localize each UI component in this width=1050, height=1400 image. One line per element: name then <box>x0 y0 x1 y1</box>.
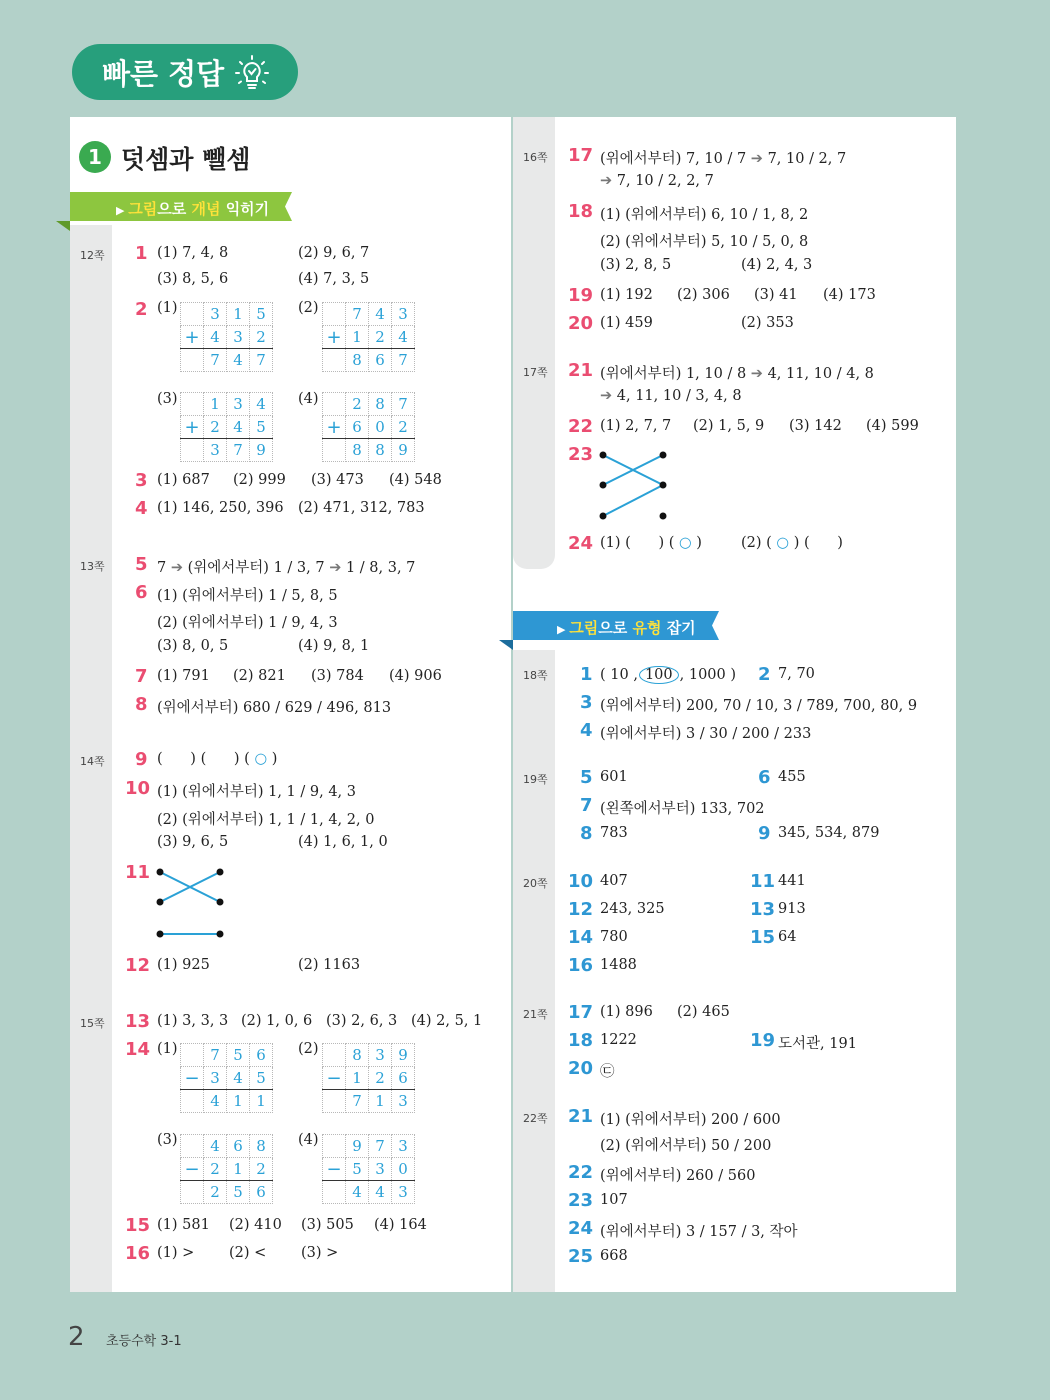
grid-cell: 1 <box>369 1090 392 1113</box>
sub-label: (1) <box>157 1041 178 1057</box>
answer: (1) > <box>157 1245 195 1261</box>
grid-cell: 3 <box>369 1044 392 1067</box>
q-number: 20 <box>568 313 594 334</box>
arrow-right-icon: ➔ <box>750 151 763 167</box>
answer: (4) 2, 5, 1 <box>411 1013 483 1029</box>
grid-cell: 5 <box>227 1181 250 1204</box>
grid-cell <box>181 439 204 462</box>
answer: ( 10 , 100 , 1000 ) <box>600 667 737 683</box>
answer: (2) 1163 <box>298 957 361 973</box>
answer: (3) 473 <box>311 472 364 488</box>
calc-grid <box>322 1043 415 1113</box>
answer: (3) 2, 6, 3 <box>326 1013 398 1029</box>
grid-cell: 3 <box>204 439 227 462</box>
sub-label: (2) <box>298 1041 319 1057</box>
answer: ㉢ <box>600 1064 615 1080</box>
grid-cell: − <box>181 1158 204 1181</box>
circle-mark: ○ <box>679 535 692 551</box>
answer: (왼쪽에서부터) 133, 702 <box>600 801 765 817</box>
answer: 601 <box>600 769 628 785</box>
grid-cell: 7 <box>392 393 415 416</box>
grid-cell: 9 <box>250 439 273 462</box>
answer: (4) 548 <box>389 472 442 488</box>
q-number: 4 <box>580 720 593 741</box>
grid-cell: − <box>323 1067 346 1090</box>
q-number: 4 <box>135 498 148 519</box>
answer: 64 <box>778 929 797 945</box>
grid-cell: 8 <box>250 1135 273 1158</box>
arrow-right-icon: ➔ <box>600 173 613 189</box>
grid-cell: − <box>323 1158 346 1181</box>
answer: (4) 173 <box>823 287 876 303</box>
grid-cell: 0 <box>392 1158 415 1181</box>
q-number: 5 <box>135 554 148 575</box>
grid-cell: 5 <box>250 416 273 439</box>
q-number: 13 <box>750 899 776 920</box>
answer: (1) 687 <box>157 472 210 488</box>
chapter-number: 1 <box>79 141 111 173</box>
grid-cell <box>181 349 204 372</box>
grid-cell: 2 <box>392 416 415 439</box>
q-number: 17 <box>568 1002 594 1023</box>
grid-cell: 4 <box>204 1090 227 1113</box>
answer: (위에서부터) 260 / 560 <box>600 1168 756 1184</box>
answer: (4) 906 <box>389 668 442 684</box>
grid-cell <box>181 303 204 326</box>
q-number: 18 <box>568 201 594 222</box>
sub-label: (4) <box>298 391 319 407</box>
grid-cell: 7 <box>227 439 250 462</box>
q-number: 21 <box>568 360 594 381</box>
grid-cell: 3 <box>227 326 250 349</box>
grid-cell: 7 <box>250 349 273 372</box>
calc-grid <box>180 302 273 372</box>
q-number: 23 <box>568 444 594 465</box>
answer: (위에서부터) 1, 10 / 8 ➔ 4, 11, 10 / 4, 8 <box>600 366 874 382</box>
q-number: 16 <box>568 955 594 976</box>
page-label: 21쪽 <box>523 1008 548 1021</box>
grid-cell: 2 <box>369 1067 392 1090</box>
answer: (3) 41 <box>754 287 798 303</box>
grid-cell: 2 <box>250 1158 273 1181</box>
lightbulb-icon <box>232 54 272 94</box>
page-label: 15쪽 <box>80 1017 105 1030</box>
page-label: 16쪽 <box>523 151 548 164</box>
q-number: 23 <box>568 1190 594 1211</box>
sub-label: (3) <box>157 1132 178 1148</box>
ribbon-type: ▶ 그림으로 유형 잡기 <box>557 619 696 637</box>
q-number: 19 <box>568 285 594 306</box>
q-number: 2 <box>758 664 771 685</box>
grid-cell: 4 <box>250 393 273 416</box>
q-number: 20 <box>568 1058 594 1079</box>
grid-cell: 7 <box>392 349 415 372</box>
grid-cell: 3 <box>392 1090 415 1113</box>
q-number: 8 <box>135 694 148 715</box>
page-label: 13쪽 <box>80 560 105 573</box>
grid-cell: 1 <box>227 1090 250 1113</box>
grid-cell: 6 <box>250 1181 273 1204</box>
q-number: 6 <box>135 582 148 603</box>
answer: 1222 <box>600 1032 637 1048</box>
grid-cell: 1 <box>346 1067 369 1090</box>
grid-cell: 4 <box>204 326 227 349</box>
arrow-right-icon: ➔ <box>329 560 342 576</box>
grid-cell: 8 <box>346 439 369 462</box>
answer: (1) ( ) ( ○ ) <box>600 535 702 551</box>
grid-cell <box>323 1090 346 1113</box>
q-number: 24 <box>568 533 594 554</box>
answer: 455 <box>778 769 806 785</box>
circled-answer: 100 <box>639 666 679 684</box>
q-number: 21 <box>568 1106 594 1127</box>
q-number: 19 <box>750 1030 776 1051</box>
grid-cell: 7 <box>346 1090 369 1113</box>
grid-cell: 7 <box>204 1044 227 1067</box>
answer: (2) 999 <box>233 472 286 488</box>
grid-cell: 7 <box>204 349 227 372</box>
q-number: 24 <box>568 1218 594 1239</box>
answer: 913 <box>778 901 806 917</box>
arrow-right-icon: ➔ <box>600 388 613 404</box>
answer: (위에서부터) 3 / 30 / 200 / 233 <box>600 726 812 742</box>
grid-cell: 1 <box>250 1090 273 1113</box>
answer-header <box>72 44 298 100</box>
q-number: 25 <box>568 1246 594 1267</box>
answer: (2) 9, 6, 7 <box>298 245 370 261</box>
answer: 407 <box>600 873 628 889</box>
answer: (1) 925 <box>157 957 210 973</box>
grid-cell: − <box>181 1067 204 1090</box>
play-icon: ▶ <box>116 204 129 217</box>
circle-mark: ○ <box>254 751 268 767</box>
grid-cell: 8 <box>369 393 392 416</box>
matching-diagram <box>598 450 670 522</box>
grid-cell: 9 <box>392 1044 415 1067</box>
grid-cell: + <box>181 416 204 439</box>
calc-grid <box>180 1134 273 1204</box>
grid-cell: 2 <box>250 326 273 349</box>
grid-cell <box>181 1135 204 1158</box>
answer: 7, 70 <box>778 666 815 682</box>
grid-cell <box>181 393 204 416</box>
q-number: 2 <box>135 299 148 320</box>
q-number: 15 <box>750 927 776 948</box>
grid-cell: 3 <box>204 303 227 326</box>
q-number: 10 <box>568 871 594 892</box>
q-number: 7 <box>580 795 593 816</box>
grid-cell: 2 <box>369 326 392 349</box>
answer: (2) ( ○ ) ( ) <box>741 535 843 551</box>
answer: (3) 8, 5, 6 <box>157 271 229 287</box>
grid-cell: 1 <box>346 326 369 349</box>
grid-cell <box>323 1044 346 1067</box>
q-number: 1 <box>580 664 593 685</box>
grid-cell: 6 <box>227 1135 250 1158</box>
q-number: 15 <box>125 1215 151 1236</box>
answer: (위에서부터) 680 / 629 / 496, 813 <box>157 700 392 716</box>
answer: 441 <box>778 873 806 889</box>
answer: (1) 192 <box>600 287 653 303</box>
q-number: 7 <box>135 666 148 687</box>
grid-cell: 4 <box>227 1067 250 1090</box>
grid-cell: 4 <box>346 1181 369 1204</box>
answer: (2) 1, 5, 9 <box>693 418 765 434</box>
page-label: 19쪽 <box>523 773 548 786</box>
grid-cell: 1 <box>227 1158 250 1181</box>
answer: (2) 1, 0, 6 <box>241 1013 313 1029</box>
q-number: 11 <box>125 862 151 883</box>
q-number: 11 <box>750 871 776 892</box>
chapter-title: 덧셈과 뺄셈 <box>121 145 251 174</box>
grid-cell: 5 <box>250 1067 273 1090</box>
answer: (1) 581 <box>157 1217 210 1233</box>
answer: (2) 471, 312, 783 <box>298 500 425 516</box>
q-number: 5 <box>580 767 593 788</box>
q-number: 14 <box>125 1039 151 1060</box>
grid-cell: 3 <box>392 1181 415 1204</box>
ribbon-concept: ▶ 그림으로 개념 익히기 <box>116 200 270 218</box>
answer: (2) (위에서부터) 5, 10 / 5, 0, 8 <box>600 234 809 250</box>
answer: 243, 325 <box>600 901 665 917</box>
right-gutter-bottom <box>513 650 555 1292</box>
q-number: 22 <box>568 1162 594 1183</box>
answer: (1) 791 <box>157 668 210 684</box>
page-number: 2 <box>68 1322 85 1352</box>
grid-cell <box>323 349 346 372</box>
grid-cell: 2 <box>204 416 227 439</box>
calc-grid <box>180 392 273 462</box>
grid-cell: 4 <box>369 1181 392 1204</box>
grid-cell: 4 <box>227 349 250 372</box>
answer: (2) 465 <box>677 1004 730 1020</box>
answer: (2) 306 <box>677 287 730 303</box>
answer: (3) 2, 8, 5 <box>600 257 672 273</box>
q-number: 3 <box>135 470 148 491</box>
answer: 107 <box>600 1192 628 1208</box>
answer: (1) (위에서부터) 1 / 5, 8, 5 <box>157 588 338 604</box>
q-number: 22 <box>568 416 594 437</box>
header-title: 빠른 정답 <box>102 57 225 91</box>
q-number: 18 <box>568 1030 594 1051</box>
grid-cell: 4 <box>204 1135 227 1158</box>
grid-cell <box>181 1090 204 1113</box>
right-gutter-top <box>513 117 555 569</box>
answer: (1) (위에서부터) 6, 10 / 1, 8, 2 <box>600 207 809 223</box>
grid-cell <box>323 393 346 416</box>
answer: 345, 534, 879 <box>778 825 880 841</box>
answer: (3) > <box>301 1245 339 1261</box>
calc-grid <box>322 1134 415 1204</box>
grid-cell <box>323 1181 346 1204</box>
answer: (1) 146, 250, 396 <box>157 500 284 516</box>
sub-label: (2) <box>298 300 319 316</box>
grid-cell: 1 <box>204 393 227 416</box>
page-label: 14쪽 <box>80 755 105 768</box>
calc-grid <box>180 1043 273 1113</box>
q-number: 10 <box>125 778 151 799</box>
answer: 783 <box>600 825 628 841</box>
answer: (2) (위에서부터) 1 / 9, 4, 3 <box>157 615 338 631</box>
sub-label: (3) <box>157 391 178 407</box>
answer: (1) 7, 4, 8 <box>157 245 229 261</box>
grid-cell: 3 <box>369 1158 392 1181</box>
q-number: 13 <box>125 1011 151 1032</box>
answer: (4) 9, 8, 1 <box>298 638 370 654</box>
answer: (1) 896 <box>600 1004 653 1020</box>
answer: (4) 7, 3, 5 <box>298 271 370 287</box>
grid-cell: 6 <box>369 349 392 372</box>
grid-cell <box>323 1135 346 1158</box>
answer: 도서관, 191 <box>778 1036 857 1052</box>
grid-cell: 8 <box>369 439 392 462</box>
q-number: 9 <box>135 749 148 770</box>
grid-cell: 2 <box>204 1158 227 1181</box>
answer: 7 ➔ (위에서부터) 1 / 3, 7 ➔ 1 / 8, 3, 7 <box>157 560 416 576</box>
grid-cell: 5 <box>346 1158 369 1181</box>
grid-cell: 5 <box>227 1044 250 1067</box>
q-number: 17 <box>568 145 594 166</box>
q-number: 9 <box>758 823 771 844</box>
grid-cell: 9 <box>346 1135 369 1158</box>
answer: (4) 2, 4, 3 <box>741 257 813 273</box>
answer: (2) < <box>229 1245 267 1261</box>
grid-cell: 6 <box>250 1044 273 1067</box>
answer: (4) 1, 6, 1, 0 <box>298 834 388 850</box>
page-label: 12쪽 <box>80 249 105 262</box>
sub-label: (4) <box>298 1132 319 1148</box>
grid-cell: 3 <box>392 1135 415 1158</box>
answer: (3) 142 <box>789 418 842 434</box>
sub-label: (1) <box>157 300 178 316</box>
answer: (4) 164 <box>374 1217 427 1233</box>
grid-cell: 8 <box>346 349 369 372</box>
q-number: 12 <box>568 899 594 920</box>
grid-cell: 4 <box>227 416 250 439</box>
answer: (위에서부터) 200, 70 / 10, 3 / 789, 700, 80, 9 <box>600 698 918 714</box>
grid-cell: 9 <box>392 439 415 462</box>
q-number: 6 <box>758 767 771 788</box>
answer: ( ) ( ) ( ○ ) <box>157 751 278 767</box>
circle-mark: ○ <box>776 535 790 551</box>
answer: (4) 599 <box>866 418 919 434</box>
q-number: 1 <box>135 243 148 264</box>
grid-cell: 3 <box>227 393 250 416</box>
answer: (3) 9, 6, 5 <box>157 834 229 850</box>
answer: (1) 2, 7, 7 <box>600 418 672 434</box>
grid-cell <box>323 303 346 326</box>
answer: (2) 410 <box>229 1217 282 1233</box>
grid-cell: 8 <box>346 1044 369 1067</box>
answer: (3) 8, 0, 5 <box>157 638 229 654</box>
grid-cell: 6 <box>392 1067 415 1090</box>
answer: (1) (위에서부터) 200 / 600 <box>600 1112 781 1128</box>
grid-cell: 0 <box>369 416 392 439</box>
answer: (2) 821 <box>233 668 286 684</box>
page-label: 20쪽 <box>523 877 548 890</box>
play-icon: ▶ <box>557 623 570 636</box>
grid-cell: + <box>323 416 346 439</box>
answer: (위에서부터) 7, 10 / 7 ➔ 7, 10 / 2, 7 <box>600 151 847 167</box>
q-number: 8 <box>580 823 593 844</box>
grid-cell: 3 <box>204 1067 227 1090</box>
q-number: 12 <box>125 955 151 976</box>
answer: ➔ 7, 10 / 2, 2, 7 <box>600 173 714 189</box>
arrow-right-icon: ➔ <box>750 366 763 382</box>
grid-cell: 4 <box>392 326 415 349</box>
grid-cell: 7 <box>369 1135 392 1158</box>
grid-cell <box>323 439 346 462</box>
grid-cell: 6 <box>346 416 369 439</box>
grid-cell: 1 <box>227 303 250 326</box>
answer: (위에서부터) 3 / 157 / 3, 작아 <box>600 1224 798 1240</box>
answer: ➔ 4, 11, 10 / 3, 4, 8 <box>600 388 742 404</box>
book-title: 초등수학 3-1 <box>106 1334 182 1349</box>
answer: 1488 <box>600 957 637 973</box>
answer: (1) 459 <box>600 315 653 331</box>
matching-diagram <box>155 866 230 941</box>
grid-cell: + <box>323 326 346 349</box>
grid-cell: 3 <box>392 303 415 326</box>
grid-cell: + <box>181 326 204 349</box>
calc-grid <box>322 302 415 372</box>
answer: (3) 784 <box>311 668 364 684</box>
grid-cell: 7 <box>346 303 369 326</box>
q-number: 3 <box>580 692 593 713</box>
q-number: 16 <box>125 1243 151 1264</box>
grid-cell <box>181 1181 204 1204</box>
grid-cell: 2 <box>204 1181 227 1204</box>
answer: (3) 505 <box>301 1217 354 1233</box>
page-label: 22쪽 <box>523 1112 548 1125</box>
arrow-right-icon: ➔ <box>170 560 183 576</box>
answer: (2) (위에서부터) 1, 1 / 1, 4, 2, 0 <box>157 812 375 828</box>
answer: (1) (위에서부터) 1, 1 / 9, 4, 3 <box>157 784 356 800</box>
answer: 668 <box>600 1248 628 1264</box>
grid-cell: 5 <box>250 303 273 326</box>
grid-cell <box>181 1044 204 1067</box>
page-label: 18쪽 <box>523 669 548 682</box>
answer: (2) 353 <box>741 315 794 331</box>
calc-grid <box>322 392 415 462</box>
page-label: 17쪽 <box>523 366 548 379</box>
grid-cell: 4 <box>369 303 392 326</box>
grid-cell: 2 <box>346 393 369 416</box>
q-number: 14 <box>568 927 594 948</box>
answer: 780 <box>600 929 628 945</box>
answer: (1) 3, 3, 3 <box>157 1013 229 1029</box>
answer: (2) (위에서부터) 50 / 200 <box>600 1138 772 1154</box>
